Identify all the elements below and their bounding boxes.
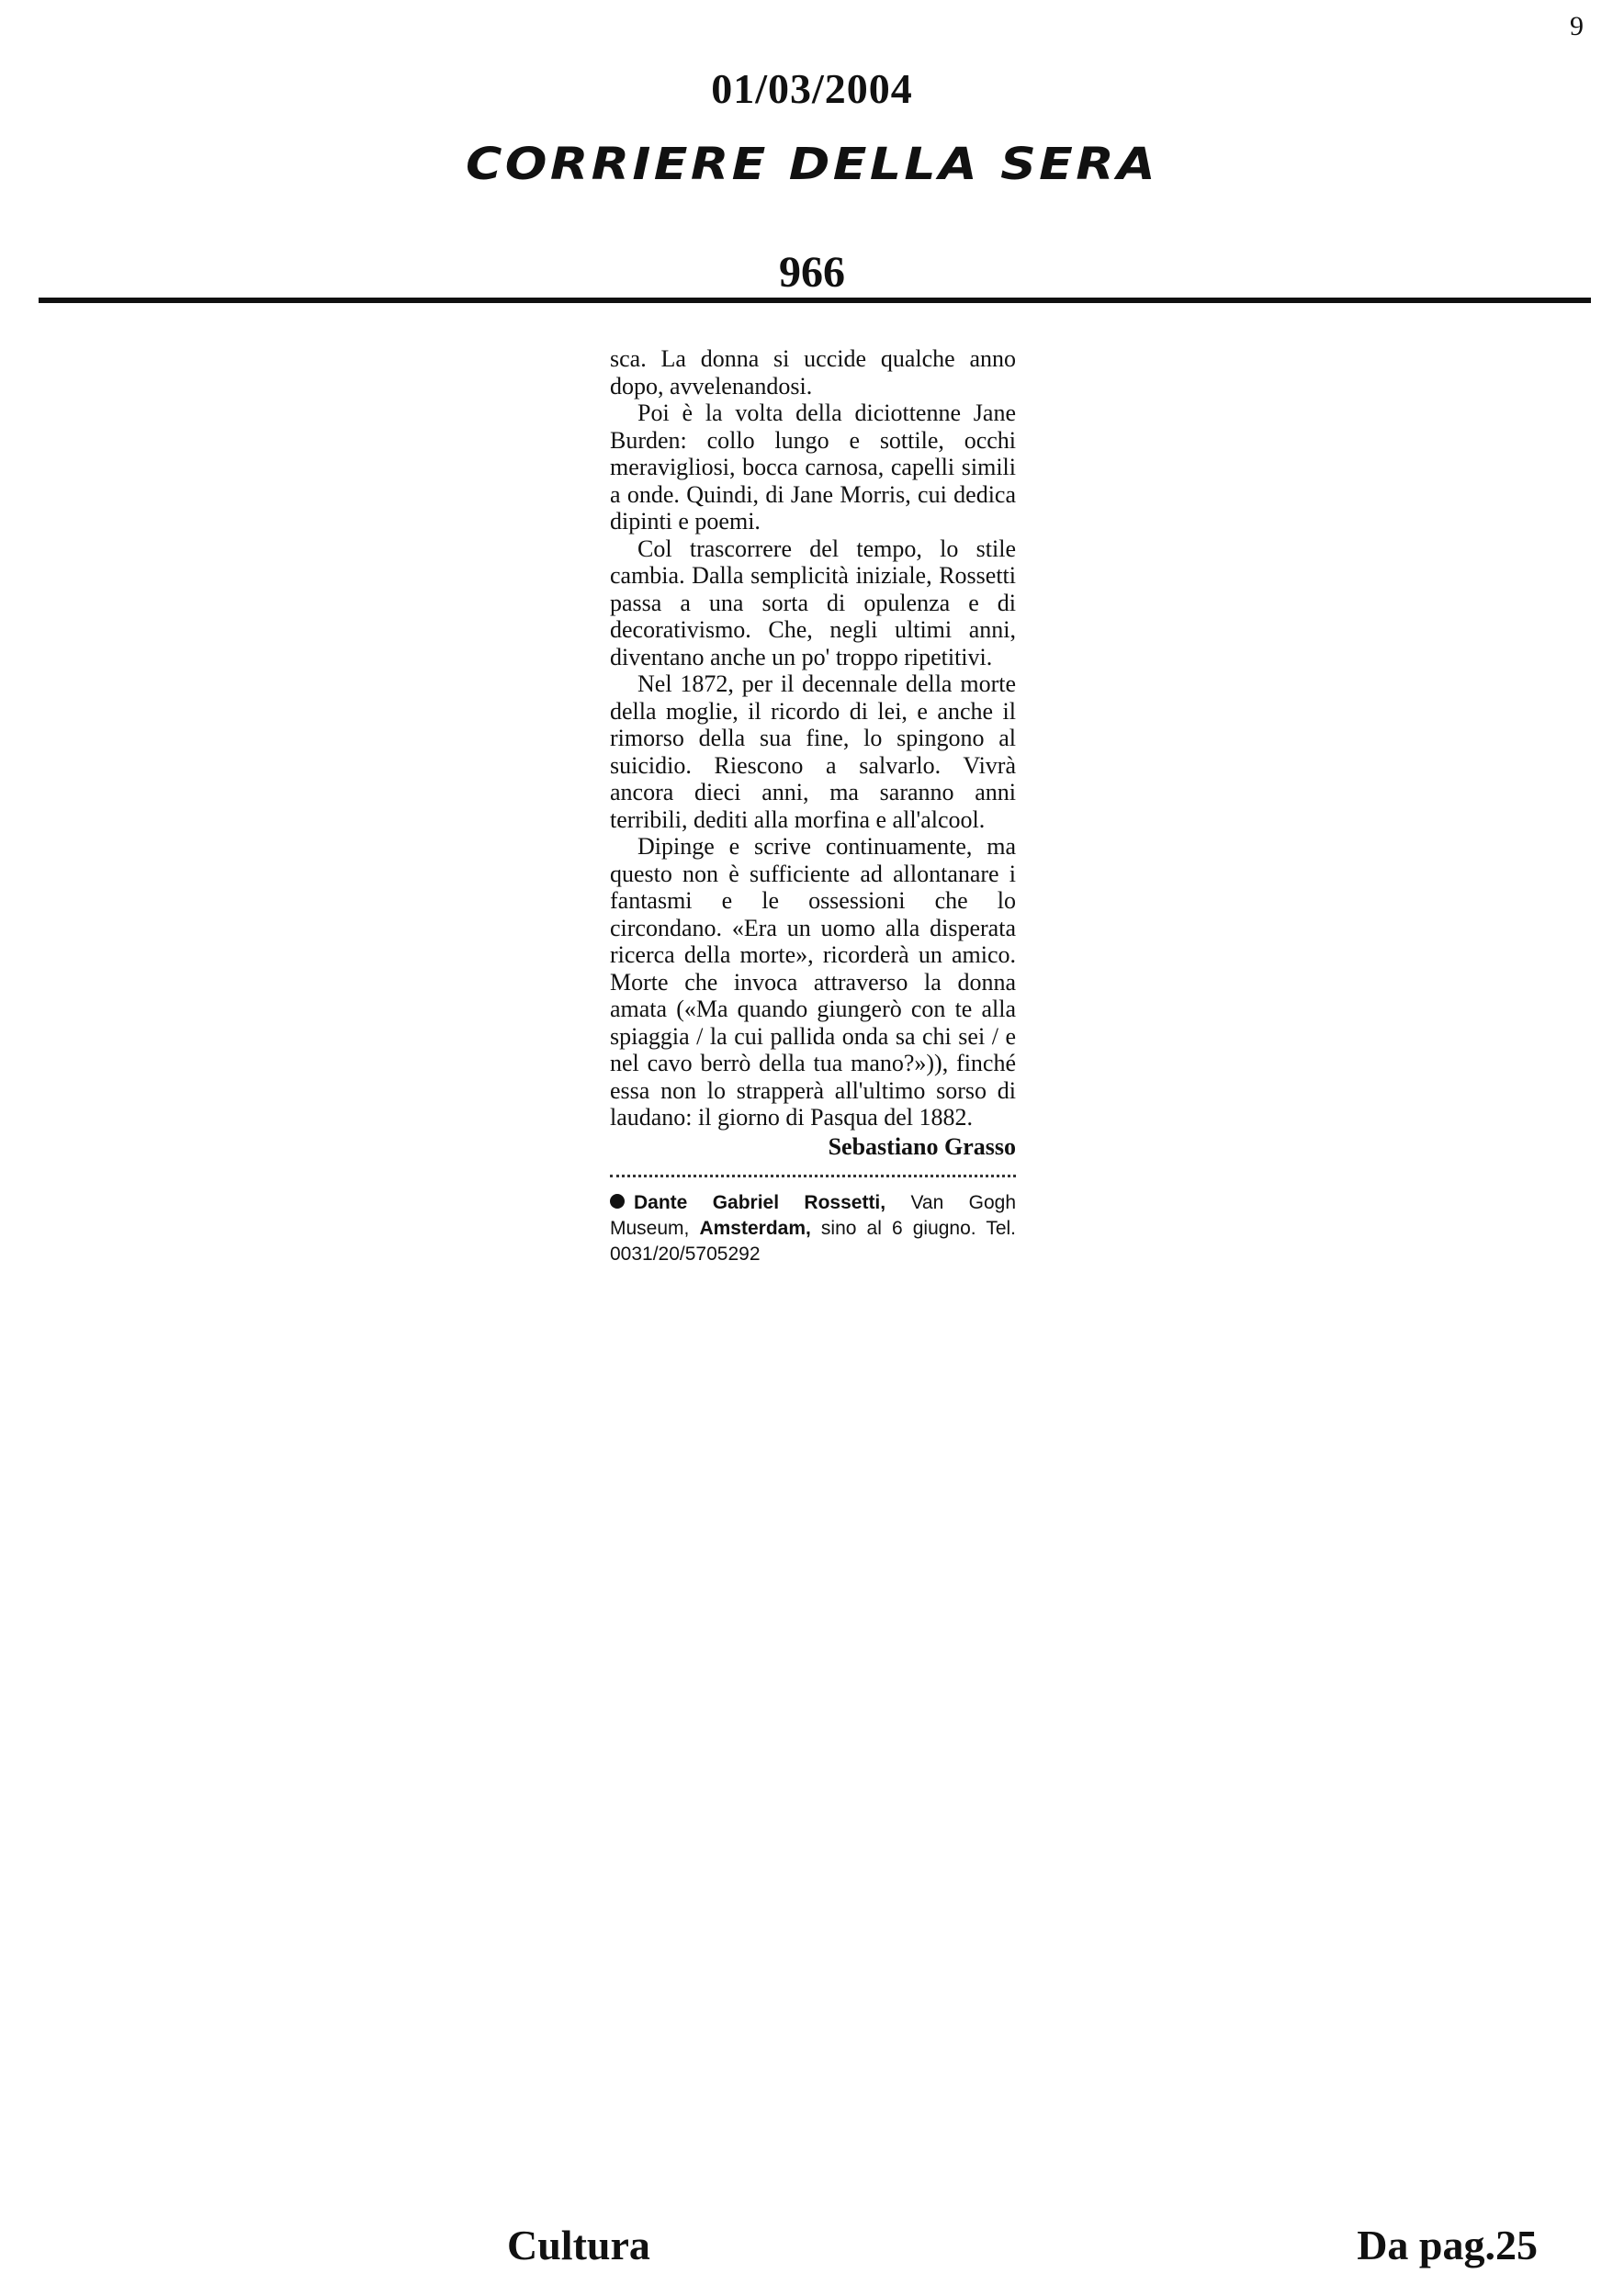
artist-name: Dante Gabriel Rossetti, xyxy=(634,1192,886,1213)
newspaper-masthead: CORRIERE DELLA SERA xyxy=(465,139,1158,190)
exhibition-info xyxy=(610,1190,1016,1267)
page-number: 9 xyxy=(1570,11,1584,41)
publication-date: 01/03/2004 xyxy=(711,65,913,112)
article-column xyxy=(610,345,1016,1267)
article-paragraph: Poi è la volta della diciottenne Jane Burden: collo lungo e sottile, occhi meravigliosi, bocca carnosa, capelli simili a onde. Quindi, di Jane Morris, cui dedica dipinti e poemi. xyxy=(610,400,1016,535)
article-paragraph: Col trascorrere del tempo, lo stile cambia. Dalla semplicità iniziale, Rossetti passa a una sorta di opulenza e di decorativismo. Che, negli ultimi anni, diventano anche un po' troppo ripetitivi. xyxy=(610,535,1016,670)
exhibition-details: sino al 6 giugno. Tel. 0031/20/5705292 xyxy=(610,1218,1016,1265)
source-page-label: Da pag.25 xyxy=(1357,2222,1538,2268)
city-name: Amsterdam, xyxy=(699,1218,811,1239)
dotted-divider xyxy=(610,1175,1016,1177)
clip-number: 966 xyxy=(779,248,845,297)
article-byline: Sebastiano Grasso xyxy=(828,1132,1016,1160)
article-paragraph: Nel 1872, per il decennale della morte della moglie, il ricordo di lei, e anche il rimorso della sua fine, lo spingono al suicidio. Riescono a salvarlo. Vivrà ancora dieci anni, ma saranno anni terribili, dediti alla morfina e all'alcool. xyxy=(610,670,1016,833)
header-divider xyxy=(39,298,1591,303)
section-label: Cultura xyxy=(507,2222,650,2268)
article-paragraph: sca. La donna si uccide qualche anno dopo, avvelenandosi. xyxy=(610,345,1016,400)
venue-name: Van Gogh Museum, xyxy=(610,1192,1016,1239)
article-paragraph: Dipinge e scrive continuamente, ma questo non è sufficiente ad allontanare i fantasmi e le ossessioni che lo circondano. «Era un uomo alla disperata ricerca della morte», ricorderà un amico. Morte che invoca attraverso la donna amata («Ma quando giungerò con te alla spiaggia / la cui pallida onda sa chi sei / e nel cavo berrò della tua mano?»)), finché essa non lo strapperà all'ultimo sorso di laudano: il giorno di Pasqua del 1882. xyxy=(610,833,1016,1131)
header xyxy=(0,64,1624,298)
bullet-icon xyxy=(610,1194,625,1209)
